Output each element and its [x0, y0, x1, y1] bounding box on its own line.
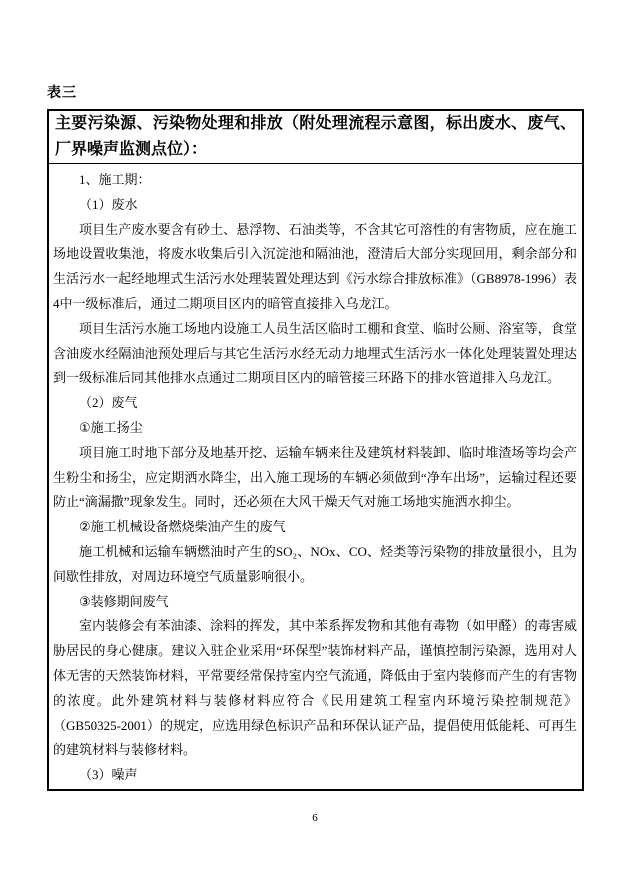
table-header [49, 111, 582, 164]
para-machinery-exhaust-heading: ②施工机械设备燃烧柴油产生的废气 [79, 519, 286, 535]
para-construction-period-heading: 1、施工期： [79, 172, 151, 187]
para-wastewater-heading: （1）废水 [79, 196, 138, 212]
page-number: 6 [312, 812, 318, 824]
para-construction-dust: 项目施工时地下部分及地基开挖、运输车辆来往及建筑材料装卸、临时堆渣场等均会产生粉尘和扬尘，应定期洒水降尘，出入施工现场的车辆必须做到“净车出场”，运输过程还要防止“滴漏撒”现象发生。同时，还必须在大风干燥天气对施工场地实施洒水抑尘。 [53, 444, 577, 510]
table-body [49, 164, 582, 789]
para-decoration-exhaust-heading: ③装修期间废气 [79, 593, 169, 609]
para-production-wastewater: 项目生产废水要含有砂土、悬浮物、石油类等，不含其它可溶性的有害物质，应在施工场地设置收集池，将废水收集后引入沉淀池和隔油池，澄清后大部分实现回用，剩余部分和生活污水一起经地埋式生活污水处理装置处理达到《污水综合排放标准》（GB8978-1996）表4中一级标准后，通过二期项目区内的暗管直接排入乌龙江。 [53, 221, 577, 311]
table-label: 表三 [47, 86, 77, 101]
para-exhaust-gas-heading: （2）废气 [79, 395, 138, 411]
table-header-line-1: 主要污染源、污染物处理和排放（附处理流程示意图，标出废水、废气、 [55, 115, 576, 132]
para-noise-heading: （3）噪声 [79, 767, 138, 783]
pollution-sources-table [47, 109, 584, 791]
para-machinery-exhaust: 施工机械和运输车辆燃油时产生的SO₂、NOx、CO、烃类等污染物的排放量很小，且为间歇性排放，对周边环境空气质量影响很小。 [53, 543, 577, 584]
table-header-line-2: 厂界噪声监测点位）： [55, 141, 208, 158]
para-construction-dust-heading: ①施工扬尘 [79, 419, 143, 435]
para-domestic-wastewater: 项目生活污水施工场地内设施工人员生活区临时工棚和食堂、临时公厕、浴室等，食堂含油废水经隔油池预处理后与其它生活污水经无动力地埋式生活污水一体化处理装置处理达到一级标准后同其他排水点通过二期项目区内的暗管接三环路下的排水管道排入乌龙江。 [53, 320, 577, 386]
para-decoration-exhaust: 室内装修会有苯油漆、涂料的挥发，其中苯系挥发物和其他有毒物（如甲醛）的毒害威胁居民的身心健康。建议入驻企业采用“环保型”装饰材料产品，谨慎控制污染源，选用对人体无害的天然装饰材料，平常要经常保持室内空气流通，降低由于室内装修而产生的有害物的浓度。此外建筑材料与装修材料应符合《民用建筑工程室内环境污染控制规范》（GB50325-2001）的规定，应选用绿色标识产品和环保认证产品，提倡使用低能耗、可再生的建筑材料与装修材料。 [53, 618, 577, 758]
